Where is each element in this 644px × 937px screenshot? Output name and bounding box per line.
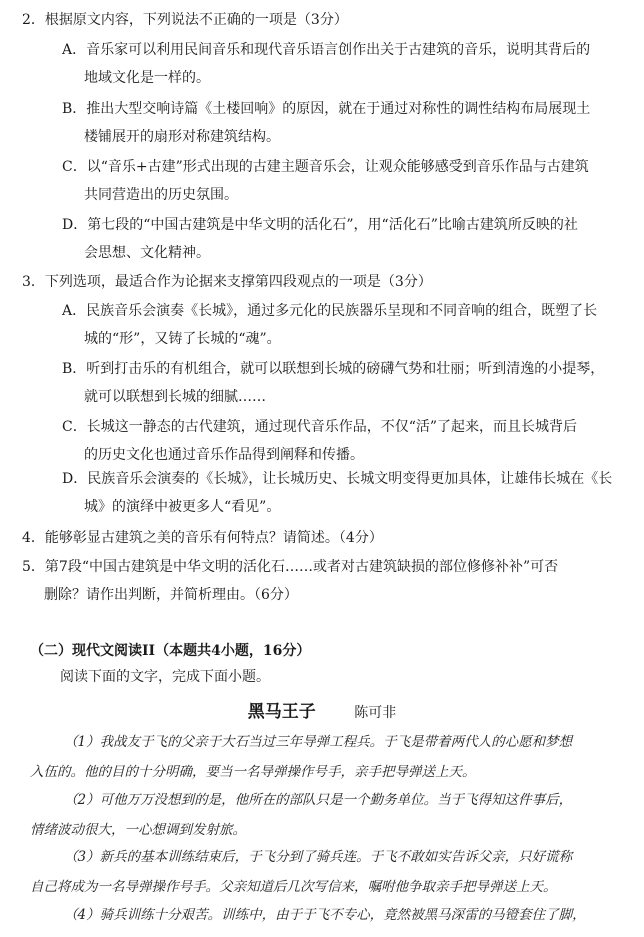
paragraph-line: （3）新兵的基本训练结束后，于飞分到了骑兵连。于飞不敢如实告诉父亲，只好谎称: [64, 849, 573, 865]
option-line: 城》的演绎中被更多人“看见”。: [84, 499, 281, 515]
option-line: 地域文化是一样的。: [84, 70, 210, 86]
question-2-option-a: [62, 36, 630, 92]
option-line: B．推出大型交响诗篇《土楼回响》的原因，就在于通过对称性的调性结构布局展现土: [62, 101, 591, 117]
story-title: 黑马王子: [247, 702, 316, 722]
question-3-option-d: [62, 465, 630, 521]
option-line: D．民族音乐会演奏的《长城》，让长城历史、长城文明变得更加具体，让雄伟长城在《长: [62, 471, 613, 487]
paragraph-line: 自己将成为一名导弹操作号手。父亲知道后几次写信来，嘱咐他争取亲手把导弹送上天。: [30, 879, 557, 895]
option-line: C．以“音乐+古建”形式出现的古建主题音乐会，让观众能够感受到音乐作品与古建筑: [62, 159, 589, 175]
option-line: C．长城这一静态的古代建筑，通过现代音乐作品，不仅“活”了起来，而且长城背后: [62, 419, 578, 435]
option-line: B．听到打击乐的有机组合，就可以联想到长城的磅礴气势和壮丽；听到清逸的小提琴，: [62, 361, 605, 377]
option-line: 的历史文化也通过音乐作品得到阐释和传播。: [84, 447, 364, 463]
option-line: 楼铺展开的扇形对称建筑结构。: [84, 129, 280, 145]
paragraph-line: （4）骑兵训练十分艰苦。训练中，由于于飞不专心，竟然被黑马深雷的马镫套住了脚，: [64, 907, 586, 923]
option-line: A．音乐家可以利用民间音乐和现代音乐语言创作出关于古建筑的音乐，说明其背后的: [62, 42, 591, 58]
question-5-line: 删除？请作出判断，并简析理由。（6分）: [44, 587, 298, 603]
story-paragraph-2: [30, 785, 630, 845]
option-line: A．民族音乐会演奏《长城》，通过多元化的民族器乐呈现和不同音响的组合，既塑了长: [62, 303, 598, 319]
question-2-option-b: [62, 95, 630, 151]
story-author: 陈可非: [354, 705, 397, 721]
option-line: 城的“形”，又铸了长城的“魂”。: [84, 331, 281, 347]
question-2-stem: 2．根据原文内容，下列说法不正确的一项是（3分）: [22, 12, 348, 28]
section-instruction: 阅读下面的文字，完成下面小题。: [60, 669, 270, 685]
question-5: [22, 553, 632, 609]
question-2-option-d: [62, 211, 630, 267]
option-line: 会思想、文化精神。: [84, 245, 210, 261]
question-3-option-b: [62, 355, 630, 411]
question-5-line: 5．第7段“中国古建筑是中华文明的活化石……或者对古建筑缺损的部位修修补补”可否: [22, 559, 559, 575]
paragraph-line: （1）我战友于飞的父亲于大石当过三年导弹工程兵。于飞是带着两代人的心愿和梦想: [64, 734, 573, 750]
paragraph-line: （2）可他万万没想到的是，他所在的部队只是一个勤务单位。当于飞得知这件事后，: [64, 792, 573, 808]
story-header: [0, 697, 644, 728]
option-line: 就可以联想到长城的细腻……: [84, 389, 266, 405]
paragraph-line: 情绪波动很大，一心想调到发射旅。: [30, 822, 246, 838]
question-4: 4．能够彰显古建筑之美的音乐有何特点？请简述。（4分）: [22, 530, 383, 546]
option-line: 共同营造出的历史氛围。: [84, 187, 238, 203]
story-paragraph-1: [30, 727, 630, 787]
section-heading: （二）现代文阅读II（本题共4小题，16分）: [30, 643, 311, 659]
question-3-stem: 3．下列选项，最适合作为论据来支撑第四段观点的一项是（3分）: [22, 274, 432, 290]
option-line: D．第七段的“中国古建筑是中华文明的活化石”，用“活化石”比喻古建筑所反映的社: [62, 217, 578, 233]
story-paragraph-3: [30, 842, 630, 902]
story-paragraph-4: [30, 900, 630, 930]
paragraph-line: 入伍的。他的目的十分明确，要当一名导弹操作号手，亲手把导弹送上天。: [30, 764, 476, 780]
question-3-option-c: [62, 413, 630, 469]
question-2-option-c: [62, 153, 630, 209]
question-3-option-a: [62, 297, 630, 353]
